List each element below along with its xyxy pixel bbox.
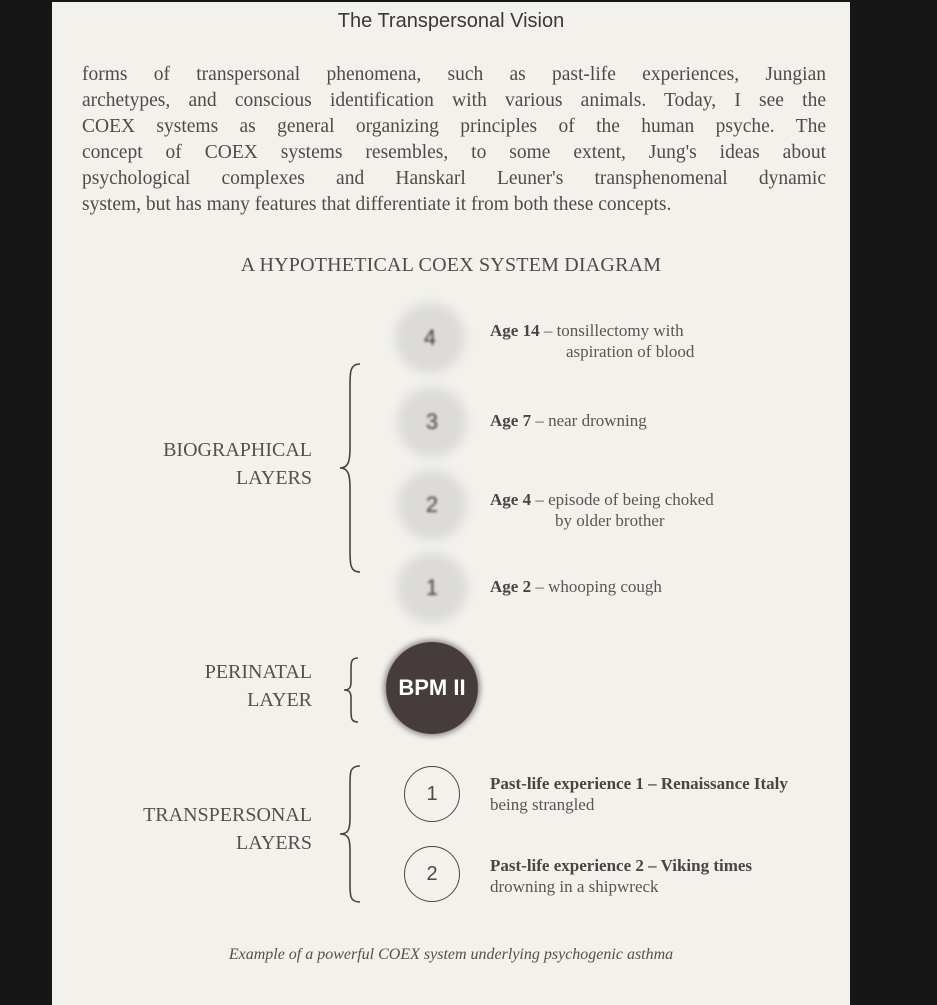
past-life-2 bbox=[490, 855, 752, 897]
layer-number-2: 2 bbox=[405, 478, 459, 532]
past-life-number-2: 2 bbox=[404, 846, 460, 902]
body-line: concept of COEX systems resembles, to some extent, Jung's ideas about bbox=[82, 142, 826, 163]
body-line: archetypes, and conscious identification with various animals. Today, I see the bbox=[82, 90, 826, 111]
event-text: episode of being choked bbox=[548, 490, 714, 509]
event-age-4 bbox=[490, 489, 714, 531]
past-life-title: Past-life experience 2 – Viking times bbox=[490, 856, 753, 875]
label-line: BIOGRAPHICAL bbox=[163, 439, 312, 461]
body-paragraph bbox=[82, 62, 826, 218]
layer-number-3: 3 bbox=[405, 395, 459, 449]
event-age-14 bbox=[490, 320, 694, 362]
transpersonal-brace bbox=[338, 764, 362, 904]
past-life-1 bbox=[490, 773, 788, 815]
event-text-cont: by older brother bbox=[555, 511, 665, 530]
biographical-brace bbox=[338, 362, 362, 574]
event-text: near drowning bbox=[548, 411, 647, 430]
event-text: whooping cough bbox=[548, 577, 662, 596]
label-line: PERINATAL bbox=[204, 661, 312, 683]
bpm-ii-circle: BPM II bbox=[386, 642, 478, 734]
transpersonal-layers-label bbox=[72, 801, 312, 857]
book-page bbox=[52, 2, 850, 1005]
body-line: COEX systems as general organizing principles of the human psyche. The bbox=[82, 116, 826, 137]
label-line: LAYER bbox=[247, 689, 312, 711]
event-age-2 bbox=[490, 576, 662, 597]
perinatal-brace bbox=[342, 656, 360, 724]
past-life-text: being strangled bbox=[490, 795, 595, 814]
event-age: Age 7 bbox=[490, 411, 532, 430]
event-age: Age 4 bbox=[490, 490, 532, 509]
running-header: The Transpersonal Vision bbox=[337, 10, 565, 32]
event-text-cont: aspiration of blood bbox=[566, 342, 695, 361]
label-line: LAYERS bbox=[236, 467, 312, 489]
body-line: psychological complexes and Hanskarl Leuner's transphenomenal dynamic bbox=[82, 168, 826, 189]
figure-caption: Example of a powerful COEX system underlying psychogenic asthma bbox=[228, 946, 674, 963]
past-life-title: Past-life experience 1 – Renaissance Italy bbox=[490, 774, 788, 793]
body-line: forms of transpersonal phenomena, such as past-life experiences, Jungian bbox=[82, 64, 826, 85]
label-line: TRANSPERSONAL bbox=[143, 804, 312, 826]
event-age: Age 2 bbox=[490, 577, 532, 596]
perinatal-layer-label bbox=[92, 658, 312, 714]
diagram-title: A HYPOTHETICAL COEX SYSTEM DIAGRAM bbox=[240, 254, 662, 276]
label-line: LAYERS bbox=[236, 832, 312, 854]
past-life-text: drowning in a shipwreck bbox=[490, 877, 659, 896]
event-dash: – bbox=[535, 577, 544, 596]
biographical-layers-label bbox=[92, 436, 312, 492]
event-text: tonsillectomy with bbox=[556, 321, 684, 340]
event-dash: – bbox=[543, 321, 553, 340]
event-age: Age 14 bbox=[490, 321, 540, 340]
event-age-7 bbox=[490, 410, 647, 431]
layer-number-4: 4 bbox=[403, 311, 457, 365]
layer-number-1: 1 bbox=[405, 561, 459, 615]
event-dash: – bbox=[535, 490, 544, 509]
past-life-number-1: 1 bbox=[404, 766, 460, 822]
body-line: system, but has many features that differentiate it from both these concepts. bbox=[82, 194, 672, 215]
event-dash: – bbox=[535, 411, 544, 430]
